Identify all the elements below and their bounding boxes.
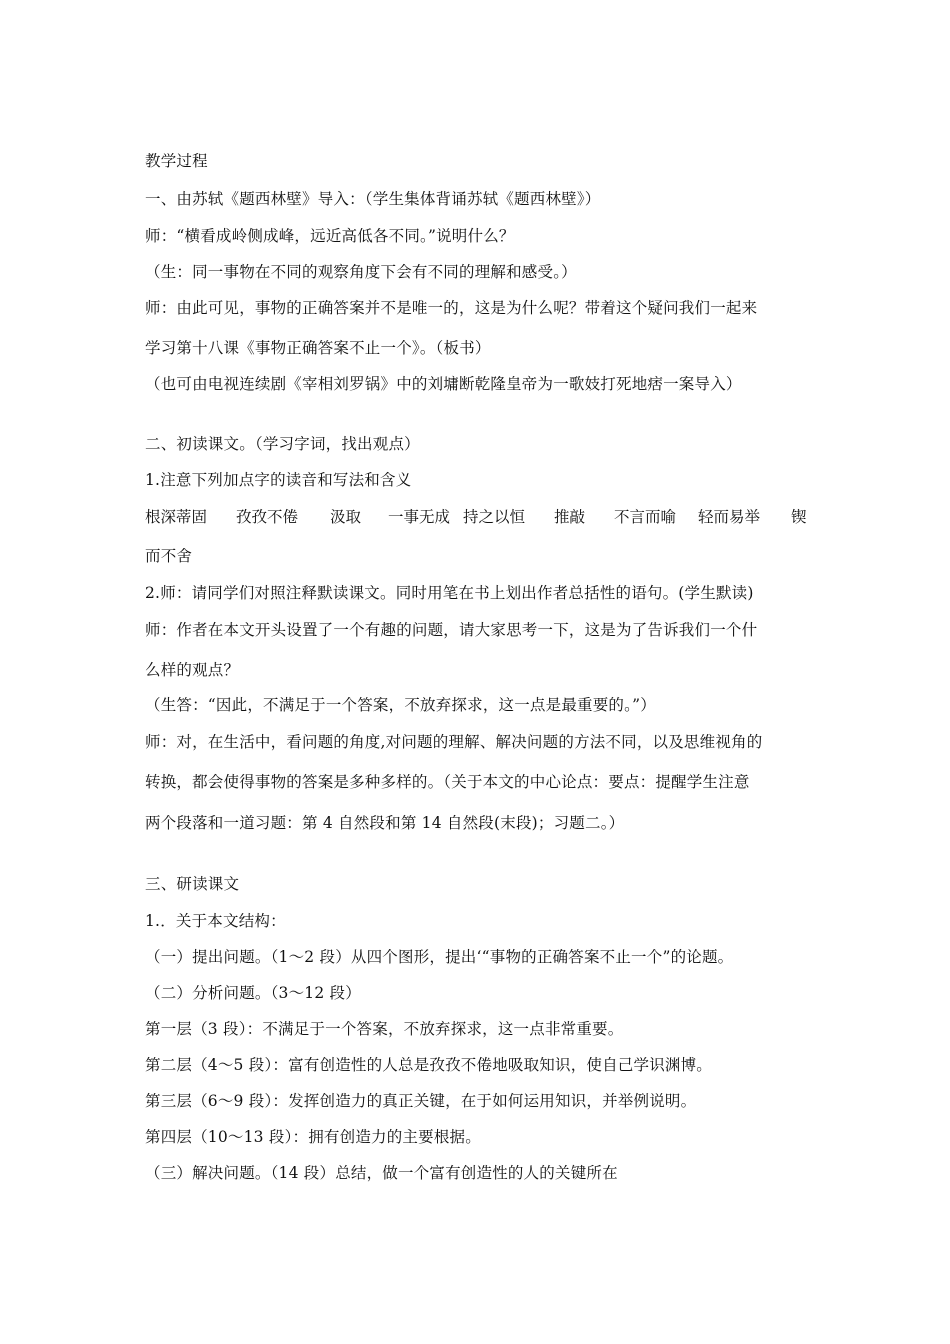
section1-line-3: 师：由此可见，事物的正确答案并不是唯一的，这是为什么呢？带着这个疑问我们一起来: [145, 299, 758, 317]
section3-layer-1: 第一层（3 段）：不满足于一个答案，不放弃探求，这一点非常重要。: [145, 1020, 624, 1038]
vocab-word: 推敲: [554, 508, 586, 526]
vocab-word: 锲: [791, 508, 807, 526]
section1-line-2: （生：同一事物在不同的观察角度下会有不同的理解和感受。）: [145, 263, 577, 281]
section3-heading: 三、研读课文: [145, 875, 240, 893]
vocab-word: 汲取: [330, 508, 362, 526]
section2-item-1: 1.注意下列加点字的读音和写法和含义: [145, 471, 412, 489]
section2-line-3: （生答：“因此，不满足于一个答案，不放弃探求，这一点是最重要的。”）: [145, 696, 656, 714]
section1-line-1: 师：“横看成岭侧成峰，远近高低各不同。”说明什么？: [145, 227, 515, 245]
section1-line-4: 学习第十八课《事物正确答案不止一个》。（板书）: [145, 339, 491, 357]
section1-heading: 一、由苏轼《题西林壁》导入：（学生集体背诵苏轼《题西林壁》）: [145, 190, 601, 208]
section3-part-3: （三）解决问题。（14 段）总结，做一个富有创造性的人的关键所在: [145, 1164, 618, 1182]
vocab-row: [145, 507, 810, 527]
section3-part-1: （一）提出问题。（1～2 段）从四个图形，提出‘“事物的正确答案不止一个”的论题。: [145, 948, 734, 966]
vocab-word: 根深蒂固: [145, 508, 208, 526]
section3-layer-2: 第二层（4～5 段）：富有创造性的人总是孜孜不倦地吸取知识，使自己学识渊博。: [145, 1056, 713, 1074]
section2-line-6: 两个段落和一道习题：第 4 自然段和第 14 自然段(末段)；习题二。）: [145, 814, 625, 832]
section2-heading: 二、初读课文。（学习字词，找出观点）: [145, 435, 420, 453]
section2-item-2: 2.师：请同学们对照注释默读课文。同时用笔在书上划出作者总括性的语句。(学生默读): [145, 584, 754, 602]
section3-part-2: （二）分析问题。（3～12 段）: [145, 984, 361, 1002]
vocab-word: 轻而易举: [698, 508, 761, 526]
vocab-word: 不言而喻: [614, 508, 677, 526]
section2-line-4: 师：对，在生活中，看问题的角度,对问题的理解、解决问题的方法不同，以及思维视角的: [145, 733, 763, 751]
section2-line-2: 么样的观点？: [145, 661, 240, 679]
vocab-word: 孜孜不倦: [236, 508, 299, 526]
section3-layer-4: 第四层（10～13 段）：拥有创造力的主要根据。: [145, 1128, 481, 1146]
section3-layer-3: 第三层（6～9 段）：发挥创造力的真正关键，在于如何运用知识，并举例说明。: [145, 1092, 697, 1110]
section1-line-5: （也可由电视连续剧《宰相刘罗锅》中的刘墉断乾隆皇帝为一歌妓打死地痞一案导入）: [145, 375, 742, 393]
vocab-continuation: 而不舍: [145, 547, 193, 565]
section3-item-1: 1.．关于本文结构：: [145, 912, 286, 930]
vocab-word: 一事无成: [388, 508, 451, 526]
vocab-word: 持之以恒: [463, 508, 526, 526]
section2-line-1: 师：作者在本文开头设置了一个有趣的问题，请大家思考一下，这是为了告诉我们一个什: [145, 621, 758, 639]
section2-line-5: 转换，都会使得事物的答案是多种多样的。（关于本文的中心论点：要点：提醒学生注意: [145, 773, 750, 791]
document-title: 教学过程: [145, 152, 208, 170]
